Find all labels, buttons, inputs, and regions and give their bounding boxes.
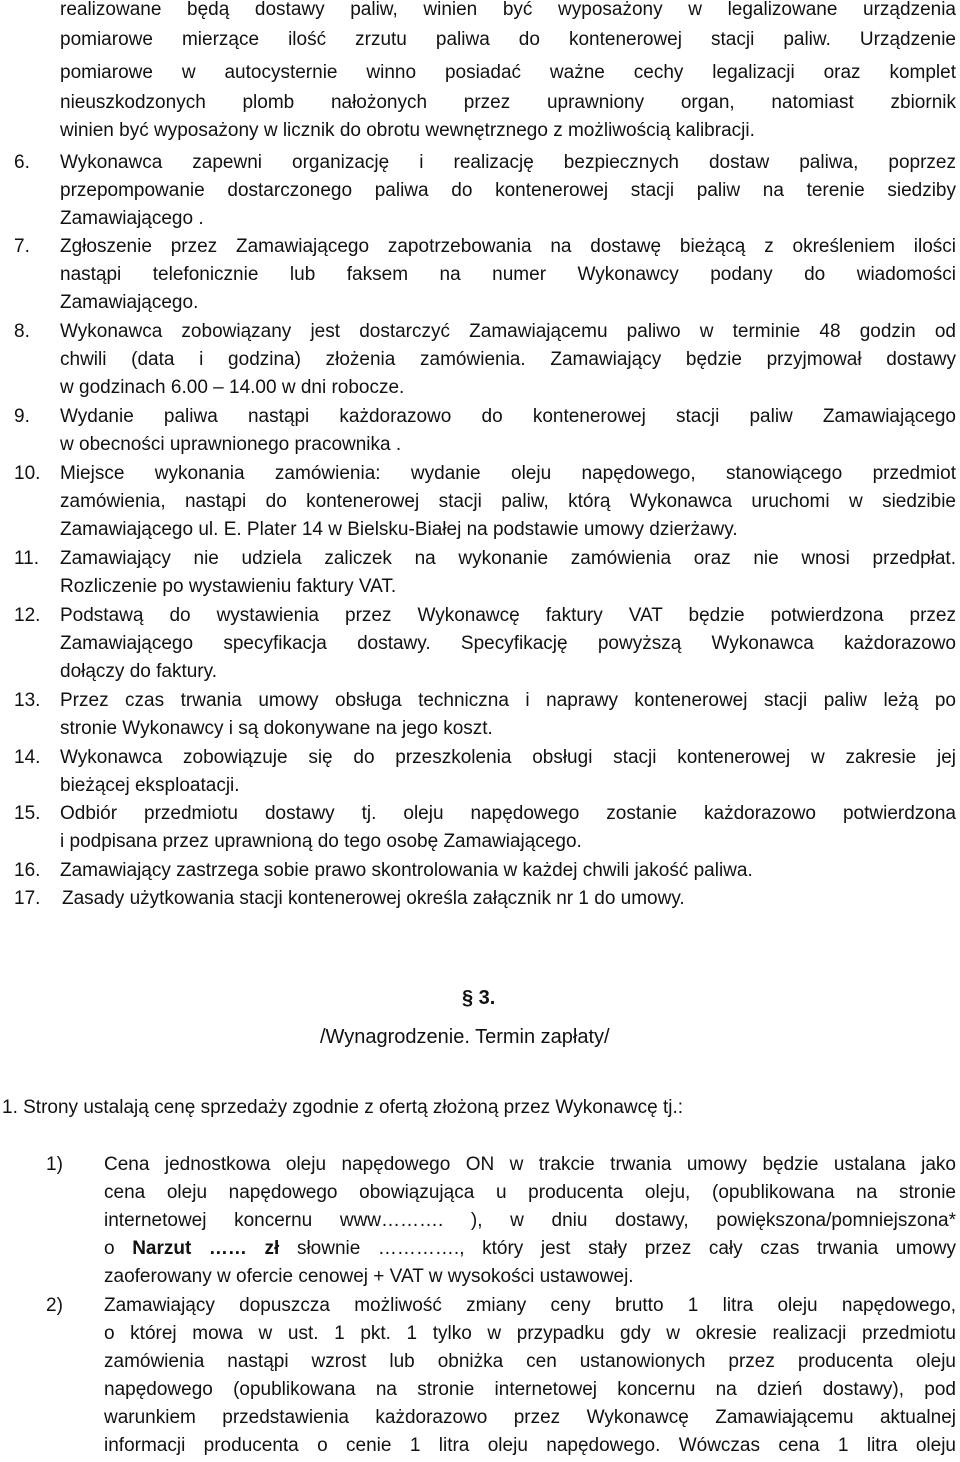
list-item-line: Zamawiającego. [60,292,199,313]
paragraph-line: pomiarowe mierzące ilość zrzutu paliwa do kontenerowej stacji paliw. Urządzenie [60,29,956,50]
list-item-line: Zamawiający zastrzega sobie prawo skontrolowania w każdej chwili jakość paliwa. [60,860,753,881]
list-item-line: dołączy do faktury. [60,661,218,682]
list-item-line: zamówienia, nastąpi do kontenerowej stacji paliw, którą Wykonawca uruchomi w siedzibie [60,491,956,512]
list-item-line: Wykonawca zobowiązuje się do przeszkolenia obsługi stacji kontenerowej w zakresie jej [60,747,956,768]
list-item-line: Miejsce wykonania zamówienia: wydanie oleju napędowego, stanowiącego przedmiot [60,463,956,484]
item-number: 9. [14,406,30,427]
sub-item-line: internetowej koncernu www………. ), w dniu dostawy, powiększona/pomniejszona* [104,1210,956,1231]
list-item-line: Rozliczenie po wystawieniu faktury VAT. [60,576,397,597]
list-item-line: Zamawiającego specyfikacja dostawy. Specyfikację powyższą Wykonawca każdorazowo [60,633,956,654]
sub-item-line: informacji producenta o cenie 1 litra oleju napędowego. Wówczas cena 1 litra oleju [104,1435,956,1456]
section-title: /Wynagrodzenie. Termin zapłaty/ [320,1026,610,1048]
list-item-line: Zasady użytkowania stacji kontenerowej określa załącznik nr 1 do umowy. [62,888,685,909]
list-item-line: Podstawą do wystawienia przez Wykonawcę faktury VAT będzie potwierdzona przez [60,605,956,626]
list-item-line: w godzinach 6.00 – 14.00 w dni robocze. [60,377,405,398]
list-item-line: Zamawiającego . [60,208,204,229]
list-item-line: bieżącej eksploatacji. [60,775,240,796]
sub-item-line: napędowego (opublikowana na stronie internetowej koncernu na dzień dostawy), pod [104,1379,956,1400]
paragraph-line: pomiarowe w autocysternie winno posiadać ważne cechy legalizacji oraz komplet [60,62,956,83]
sub-item-line: Cena jednostkowa oleju napędowego ON w trakcie trwania umowy będzie ustalana jako [104,1154,956,1175]
narzut-prefix: o [104,1238,133,1259]
item-number: 17. [14,888,41,909]
sub-item-line: zamówienia nastąpi wzrost lub obniżka cen ustanowionych przez producenta oleju [104,1351,956,1372]
narzut-bold: Narzut …… zł [132,1238,280,1259]
sub-item-line: warunkiem przedstawienia każdorazowo przez Wykonawcę Zamawiającemu aktualnej [104,1407,956,1428]
list-item-line: w obecności uprawnionego pracownika . [60,434,402,455]
section-intro: 1. Strony ustalają cenę sprzedaży zgodnie z ofertą złożoną przez Wykonawcę tj.: [2,1097,684,1118]
list-item-line: Wydanie paliwa nastąpi każdorazowo do kontenerowej stacji paliw Zamawiającego [60,406,956,427]
sub-item-line-narzut [104,1235,956,1263]
sub-item-number: 1) [46,1154,63,1175]
item-number: 7. [14,236,30,257]
list-item-line: Zamawiający nie udziela zaliczek na wykonanie zamówienia oraz nie wnosi przedpłat. [60,548,956,569]
list-item-line: Wykonawca zapewni organizację i realizację bezpiecznych dostaw paliwa, poprzez [60,152,956,173]
paragraph-line: nieuszkodzonych plomb nałożonych przez uprawniony organ, natomiast zbiornik [60,92,956,113]
section-number: § 3. [462,987,496,1009]
item-number: 15. [14,803,41,824]
sub-item-line: zaoferowany w ofercie cenowej + VAT w wysokości ustawowej. [104,1266,634,1287]
narzut-suffix: słownie …………., który jest stały przez cały czas trwania umowy [279,1238,956,1259]
sub-item-line: Zamawiający dopuszcza możliwość zmiany ceny brutto 1 litra oleju napędowego, [104,1295,956,1316]
list-item-line: Wykonawca zobowiązany jest dostarczyć Zamawiającemu paliwo w terminie 48 godzin od [60,321,956,342]
list-item-line: Zgłoszenie przez Zamawiającego zapotrzebowania na dostawę bieżącą z określeniem ilości [60,236,956,257]
item-number: 10. [14,463,41,484]
item-number: 16. [14,860,41,881]
list-item-line: przepompowanie dostarczonego paliwa do kontenerowej stacji paliw na terenie siedziby [60,180,956,201]
sub-item-line: cena oleju napędowego obowiązująca u producenta oleju, (opublikowana na stronie [104,1182,956,1203]
list-item-line: Odbiór przedmiotu dostawy tj. oleju napędowego zostanie każdorazowo potwierdzona [60,803,956,824]
sub-item-line: o której mowa w ust. 1 pkt. 1 tylko w przypadku gdy w okresie realizacji przedmiotu [104,1323,956,1344]
item-number: 8. [14,321,30,342]
list-item-line: chwili (data i godzina) złożenia zamówienia. Zamawiający będzie przyjmował dostawy [60,349,956,370]
item-number: 13. [14,690,41,711]
list-item-line: nastąpi telefonicznie lub faksem na numer Wykonawcy podany do wiadomości [60,264,956,285]
paragraph-line: winien być wyposażony w licznik do obrotu wewnętrznego z możliwością kalibracji. [60,120,755,141]
list-item-line: i podpisana przez uprawnioną do tego osobę Zamawiającego. [60,831,582,852]
sub-item-number: 2) [46,1295,63,1316]
item-number: 12. [14,605,41,626]
list-item-line: Przez czas trwania umowy obsługa techniczna i naprawy kontenerowej stacji paliw leżą po [60,690,956,711]
list-item-line: stronie Wykonawcy i są dokonywane na jego koszt. [60,718,493,739]
item-number: 14. [14,747,41,768]
item-number: 6. [14,152,30,173]
item-number: 11. [14,548,40,569]
paragraph-line: realizowane będą dostawy paliw, winien być wyposażony w legalizowane urządzenia [60,0,956,20]
list-item-line: Zamawiającego ul. E. Plater 14 w Bielsku-Białej na podstawie umowy dzierżawy. [60,519,738,540]
